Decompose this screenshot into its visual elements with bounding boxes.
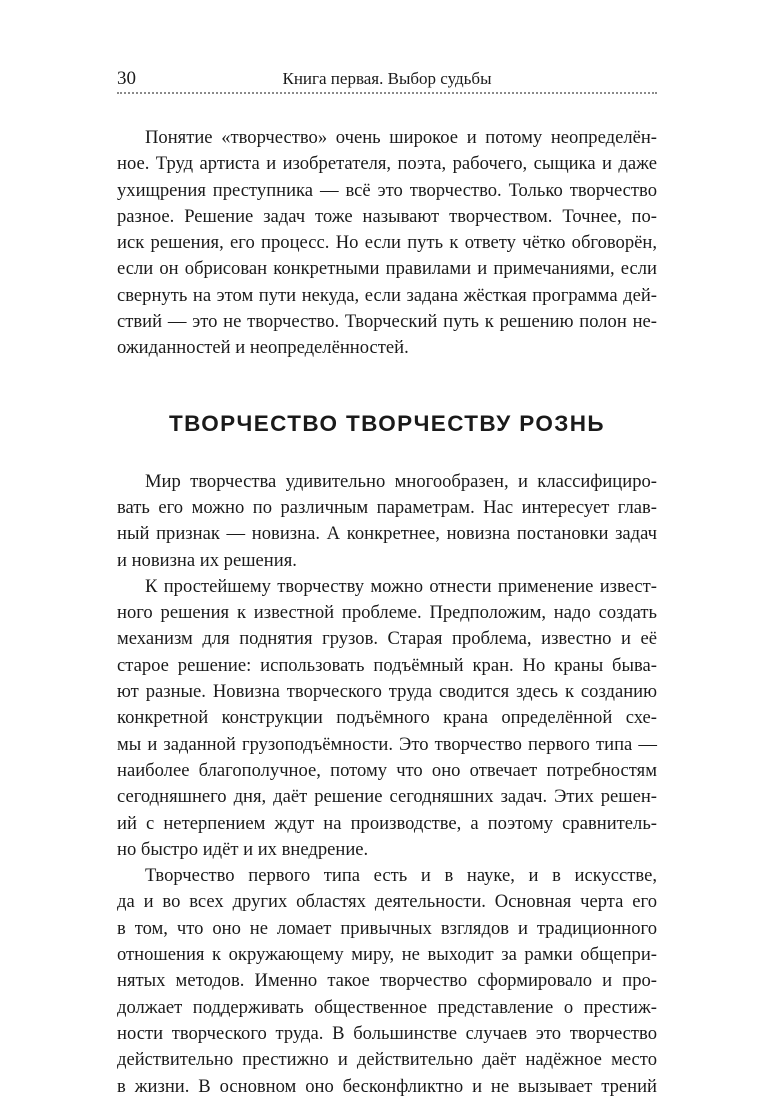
- text-line: ют разные. Новизна творческого труда сводится здесь к созданию: [117, 681, 657, 703]
- text-line: Творчество первого типа есть и в науке, и в искусстве,: [145, 865, 657, 887]
- section-heading: ТВОРЧЕСТВО ТВОРЧЕСТВУ РОЗНЬ: [169, 410, 605, 436]
- page-number: 30: [117, 68, 136, 89]
- book-title: Книга первая. Выбор судьбы: [282, 69, 492, 88]
- text-line: ное. Труд артиста и изобретателя, поэта, рабочего, сыщика и даже: [117, 153, 657, 175]
- text-line: наиболее благополучное, потому что оно отвечает потребностям: [117, 759, 657, 781]
- text-line: ный признак — новизна. А конкретнее, новизна постановки задач: [117, 523, 657, 545]
- text-line: отношения к окружающему миру, не выходит за рамки общепри-: [117, 944, 657, 966]
- text-line: конкретной конструкции подъёмного крана определённой схе-: [117, 707, 657, 729]
- text-line: должает поддерживать общественное представление о престиж-: [117, 996, 657, 1018]
- text-line: свернуть на этом пути некуда, если задана жёсткая программа дей-: [117, 284, 657, 306]
- text-line: ий с нетерпением ждут на производстве, а поэтому сравнитель-: [117, 812, 657, 834]
- text-line: ствий — это не творчество. Творческий путь к решению полон не-: [117, 311, 657, 333]
- text-line: нятых методов. Именно такое творчество сформировало и про-: [117, 970, 657, 992]
- text-line: механизм для поднятия грузов. Старая проблема, известно и её: [117, 628, 657, 650]
- section-paragraph-1: [117, 469, 657, 574]
- text-line: иск решения, его процесс. Но если путь к ответу чётко обговорён,: [117, 232, 657, 254]
- text-line: но быстро идёт и их внедрение.: [117, 838, 369, 860]
- text-line: сегодняшнего дня, даёт решение сегодняшних задач. Этих решен-: [117, 786, 657, 808]
- text-line: Мир творчества удивительно многообразен, и классифициро-: [145, 470, 657, 492]
- text-line: разное. Решение задач тоже называют творчеством. Точнее, по-: [117, 205, 657, 227]
- text-line: ности творческого труда. В большинстве случаев это творчество: [117, 1022, 657, 1044]
- section-paragraph-3: [117, 863, 657, 1100]
- text-line: старое решение: использовать подъёмный кран. Но краны быва-: [117, 654, 657, 676]
- text-line: в том, что оно не ломает привычных взглядов и традиционного: [117, 917, 657, 939]
- text-line: ожиданностей и неопределённостей.: [117, 337, 409, 359]
- text-line: Понятие «творчество» очень широкое и потому неопределён-: [145, 127, 657, 148]
- text-line: ного решения к известной проблеме. Предположим, надо создать: [117, 602, 657, 624]
- text-line: действительно престижно и действительно даёт надёжное место: [117, 1049, 657, 1071]
- text-line: ухищрения преступника — всё это творчество. Только творчество: [117, 179, 657, 201]
- text-line: если он обрисован конкретными правилами и примечаниями, если: [117, 258, 657, 280]
- section-paragraph-2: [117, 574, 657, 863]
- intro-paragraph: [117, 125, 657, 362]
- text-line: мы и заданной грузоподъёмности. Это творчество первого типа —: [117, 733, 657, 755]
- text-line: и новизна их решения.: [117, 549, 297, 571]
- text-line: в жизни. В основном оно бесконфликтно и не вызывает трений: [117, 1075, 657, 1097]
- book-page: [117, 64, 657, 1100]
- text-line: вать его можно по различным параметрам. Нас интересует глав-: [117, 496, 657, 518]
- text-line: К простейшему творчеству можно отнести применение извест-: [145, 575, 657, 597]
- running-head: [117, 64, 657, 94]
- text-line: да и во всех других областях деятельности. Основная черта его: [117, 891, 657, 913]
